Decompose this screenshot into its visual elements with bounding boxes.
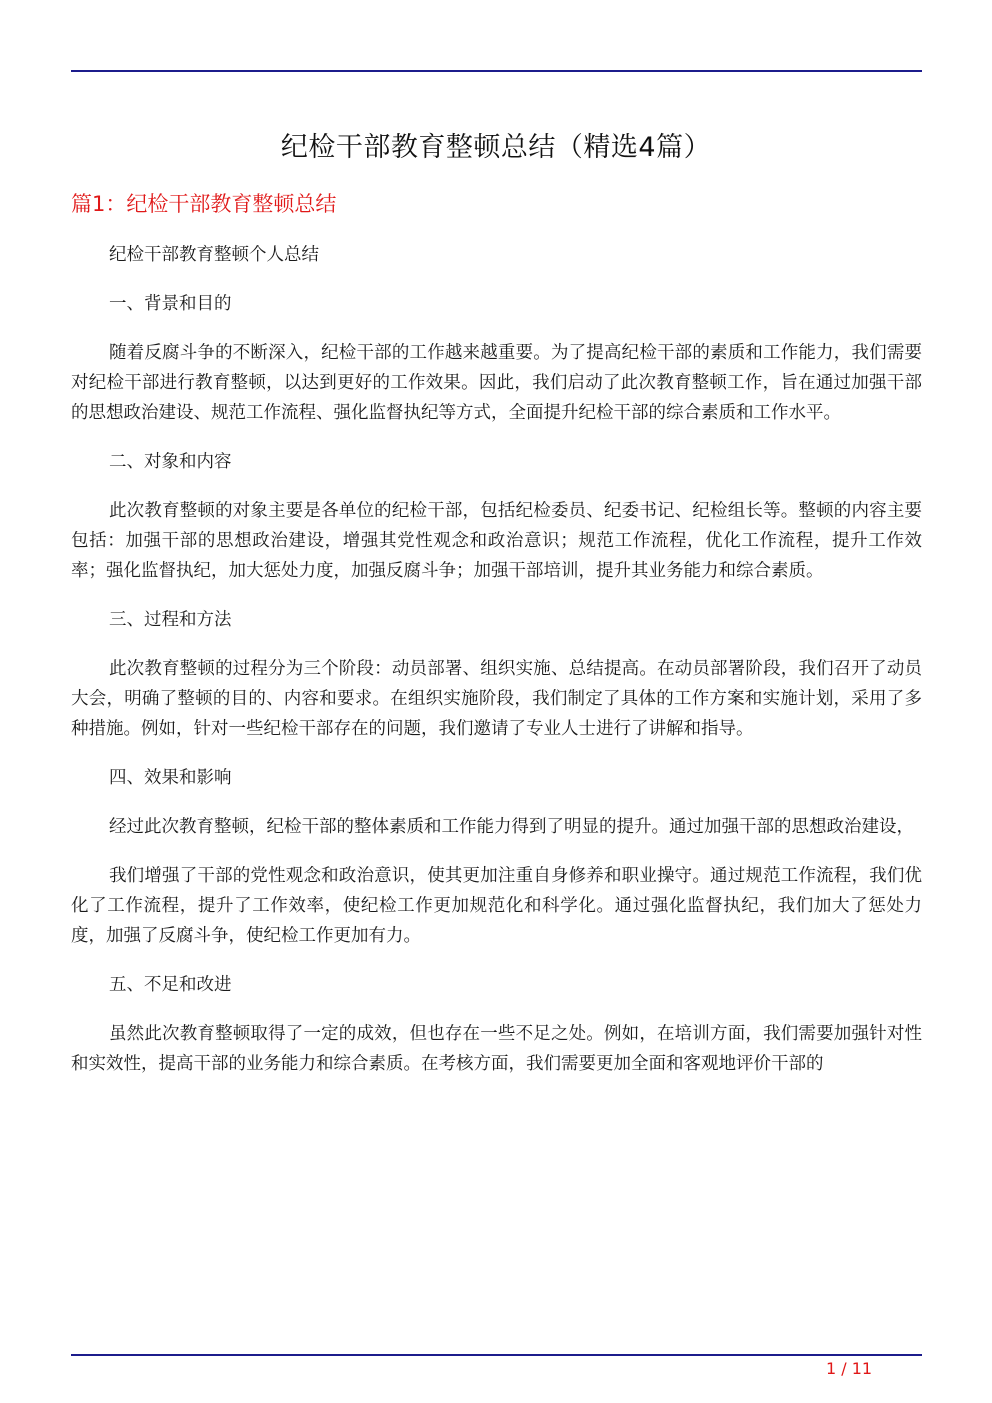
footer-rule [71,1354,922,1356]
document-body [71,240,922,1098]
paragraph-effect-impact-cont: 我们增强了干部的党性观念和政治意识，使其更加注重自身修养和职业操守。通过规范工作流程，我们优化了工作流程，提升了工作效率，使纪检工作更加规范化和科学化。通过强化监督执纪，我们加大了惩处力度，加强了反腐斗争，使纪检工作更加有力。 [71,866,922,946]
header-rule [71,70,922,72]
paragraph-effect-impact: 经过此次教育整顿，纪检干部的整体素质和工作能力得到了明显的提升。通过加强干部的思想政治建设， [109,817,914,837]
page-number: 1 / 11 [826,1359,873,1378]
heading-background: 一、背景和目的 [109,294,232,314]
heading-effect-impact: 四、效果和影响 [109,768,232,788]
paragraph-process-method: 此次教育整顿的过程分为三个阶段：动员部署、组织实施、总结提高。在动员部署阶段，我们召开了动员大会，明确了整顿的目的、内容和要求。在组织实施阶段，我们制定了具体的工作方案和实施计划，采用了多种措施。例如，针对一些纪检干部存在的问题，我们邀请了专业人士进行了讲解和指导。 [71,659,922,739]
subtitle: 纪检干部教育整顿个人总结 [109,245,319,265]
heading-process-method: 三、过程和方法 [109,610,232,630]
section-title: 篇1：纪检干部教育整顿总结 [71,192,337,216]
document-title: 纪检干部教育整顿总结（精选4篇） [280,132,712,163]
heading-shortcomings: 五、不足和改进 [109,975,232,995]
paragraph-target-content: 此次教育整顿的对象主要是各单位的纪检干部，包括纪检委员、纪委书记、纪检组长等。整顿的内容主要包括：加强干部的思想政治建设，增强其党性观念和政治意识；规范工作流程，优化工作流程，提升工作效率；强化监督执纪，加大惩处力度，加强反腐斗争；加强干部培训，提升其业务能力和综合素质。 [71,501,922,581]
paragraph-shortcomings: 虽然此次教育整顿取得了一定的成效，但也存在一些不足之处。例如，在培训方面，我们需要加强针对性和实效性，提高干部的业务能力和综合素质。在考核方面，我们需要更加全面和客观地评价干部的 [71,1024,922,1074]
heading-target-content: 二、对象和内容 [109,452,232,472]
paragraph-background: 随着反腐斗争的不断深入，纪检干部的工作越来越重要。为了提高纪检干部的素质和工作能力，我们需要对纪检干部进行教育整顿，以达到更好的工作效果。因此，我们启动了此次教育整顿工作，旨在通过加强干部的思想政治建设、规范工作流程、强化监督执纪等方式，全面提升纪检干部的综合素质和工作水平。 [71,343,922,423]
